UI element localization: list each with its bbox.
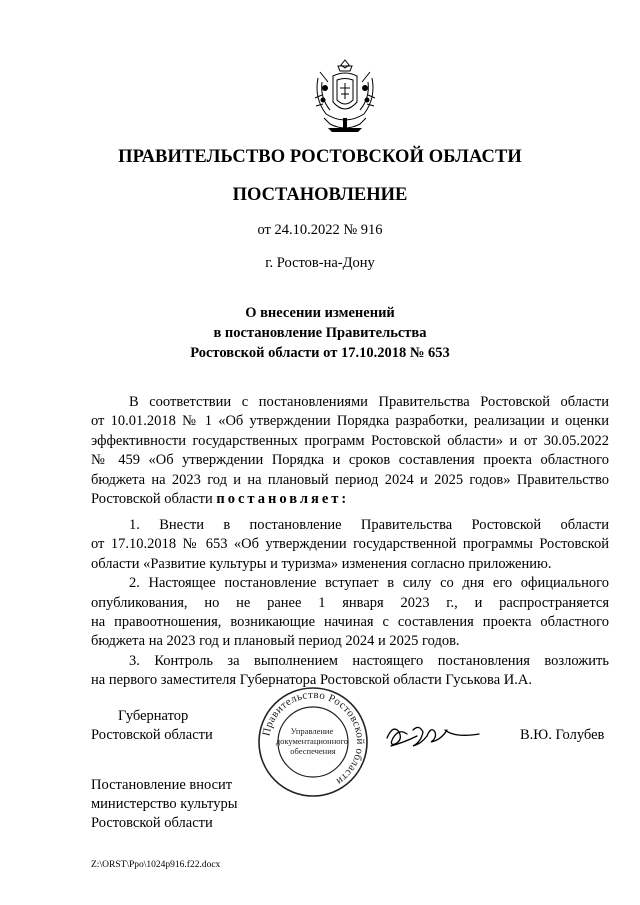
- subject-line: Ростовской области от 17.10.2018 № 653: [190, 345, 450, 361]
- file-path: Z:\ORST\Ppo\1024p916.f22.docx: [91, 860, 221, 870]
- handwritten-signature-icon: [383, 712, 483, 756]
- signatory-title-line: Ростовской области: [91, 727, 213, 743]
- submitter-line: Постановление вносит: [91, 777, 233, 793]
- item-3-line: на первого заместителя Губернатора Ростовской области Гуськова И.А.: [91, 672, 532, 689]
- item-1-line: области «Развитие культуры и туризма» изменения согласно приложению.: [91, 555, 552, 572]
- stamp-ring-text: Правительство Ростовской области: [260, 688, 367, 788]
- preamble-line: [91, 490, 609, 509]
- stamp-center-text: Управление документационного обеспечения: [275, 726, 349, 756]
- preamble-line: от 10.01.2018 № 1 «Об утверждении Порядка разработки, реализации и оценки: [91, 413, 609, 430]
- decree-items: [91, 516, 609, 691]
- submitter-line: министерство культуры: [91, 796, 238, 812]
- government-title: ПРАВИТЕЛЬСТВО РОСТОВСКОЙ ОБЛАСТИ: [118, 147, 522, 167]
- signatory-title-line: Губернатор: [118, 708, 189, 724]
- submitter-line: Ростовской области: [91, 815, 213, 831]
- document-subject: [0, 303, 640, 363]
- preamble-line-text: Ростовской области: [91, 491, 213, 508]
- item-1-line: 1. Внести в постановление Правительства Ростовской области: [129, 517, 609, 533]
- preamble-paragraph: [91, 393, 609, 509]
- preamble-line: бюджета на 2023 год и на плановый период 2024 и 2025 годов» Правительство: [91, 471, 609, 488]
- subject-line: О внесении изменений: [245, 305, 395, 321]
- coat-of-arms-icon: [310, 58, 380, 134]
- item-2-line: бюджета на 2023 год и плановый период 2024 и 2025 годов.: [91, 633, 460, 650]
- signatory-title: [91, 707, 213, 745]
- decree-word: постановляет:: [216, 491, 350, 508]
- item-2-line: опубликования, но не ранее 1 января 2023 г., и распространяется: [91, 594, 609, 611]
- subject-line: в постановление Правительства: [213, 325, 427, 341]
- submitter-block: [91, 776, 237, 833]
- item-3-line: 3. Контроль за выполнением настоящего постановления возложить: [129, 652, 609, 669]
- preamble-line: В соответствии с постановлениями Правительства Ростовской области: [129, 394, 609, 410]
- preamble-line: эффективности государственных программ Ростовской области» и от 30.05.2022: [91, 432, 609, 449]
- item-2-line: на правоотношения, возникающие начиная с составления проекта областного: [91, 614, 609, 631]
- document-type: ПОСТАНОВЛЕНИЕ: [232, 185, 408, 205]
- item-1-line: от 17.10.2018 № 653 «Об утверждении государственной программы Ростовской: [91, 536, 609, 553]
- official-stamp-icon: [257, 686, 369, 798]
- item-2-line: 2. Настоящее постановление вступает в силу со дня его официального: [129, 575, 609, 592]
- document-date-number: от 24.10.2022 № 916: [257, 222, 383, 238]
- document-city: г. Ростов-на-Дону: [265, 255, 375, 271]
- preamble-line: № 459 «Об утверждении Порядка и сроков составления проекта областного: [91, 452, 609, 469]
- signatory-name: В.Ю. Голубев: [520, 727, 605, 743]
